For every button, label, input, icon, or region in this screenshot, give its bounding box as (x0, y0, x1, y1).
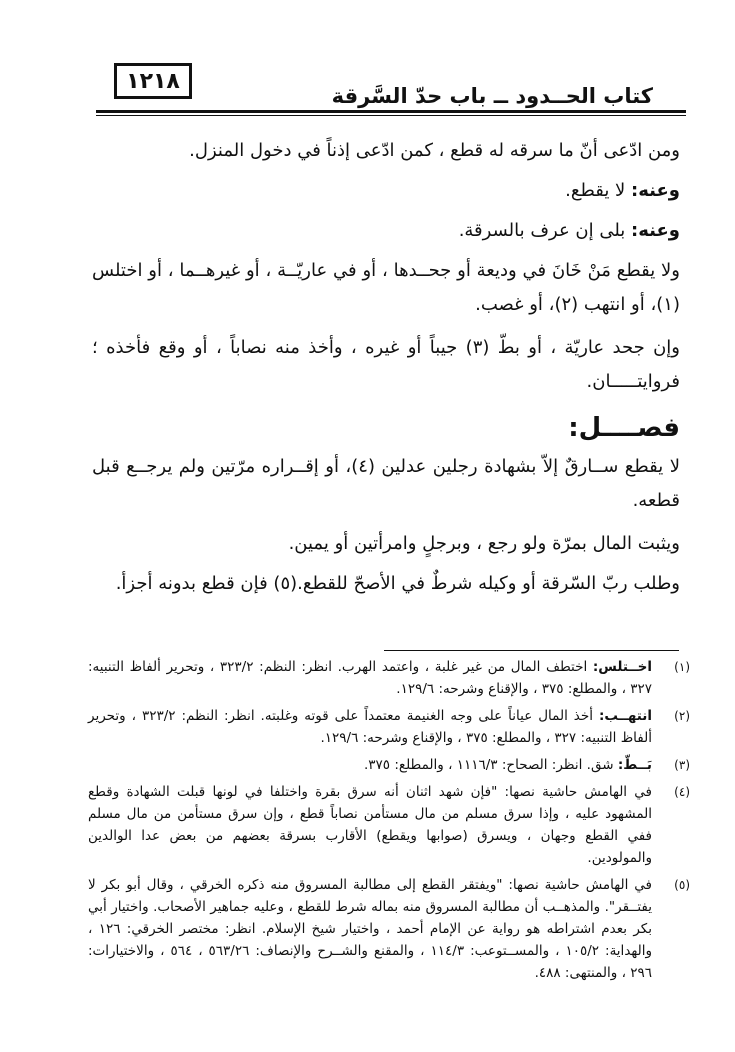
footnote (88, 754, 690, 776)
paragraph-3-lead: وعنه: (631, 220, 680, 241)
footnote-number: (٣) (674, 758, 690, 772)
paragraph-5: وإن جحد عاريّة ، أو بطّ (٣) جيباً أو غيره ، وأخذ منه نصاباً ، أو وقع فأخذه ؛ فروايتـــــان. (92, 337, 681, 392)
paragraph-4: ولا يقطع مَنْ خَانَ في وديعة أو جحــدها ، أو في عاريّــة ، أو غيرهــما ، أو اختلس (١)، أو انتهب (٢)، أو غصب. (92, 260, 680, 315)
page-number-box (114, 63, 192, 99)
paragraph-8: وطلب ربّ السّرقة أو وكيله شرطٌ في الأصحّ للقطع.(٥) فإن قطع بدونه أجزأ. (115, 573, 680, 594)
footnote-text (88, 754, 652, 776)
footnote (88, 656, 690, 700)
paragraph-6: لا يقطع ســارقٌ إلاّ بشهادة رجلين عدلين (٤)، أو إقــراره مرّتين ولم يرجــع قبل قطعه. (92, 456, 680, 511)
footnote-body: اختطف المال من غير غلبة ، واعتمد الهرب. انظر: النظم: ٣٢٣/٢ ، وتحرير ألفاظ التنبيه: ٣٢٧ ، والمطلع: ٣٧٥ ، والإقناع وشرحه: ١٢٩/٦. (88, 659, 652, 697)
paragraph-1: ومن ادّعى أنّ ما سرقه له قطع ، كمن ادّعى إذناً في دخول المنزل. (189, 140, 680, 161)
footnote-number: (٢) (674, 709, 690, 723)
footnote-number: (٥) (674, 878, 690, 892)
footnote (88, 781, 690, 869)
footnote-text (88, 874, 652, 984)
footnote-body: في الهامش حاشية نصها: "فإن شهد اثنان أنه سرق بقرة واختلفا في لونها قبلت الشهادة وقطع المشهود عليه ، وإذا سرق مسلم من مال مستأمن نصاباً قطع ، وإن سرق مستأمن من مال مسلم ففي القطع وجهان ، ويسرق (صوابها ويقطع) الأقارب بسرقة بعضهم من بعض عدا الوالدين والمولودين. (88, 784, 652, 866)
header-rule-thin (96, 115, 686, 116)
footnote-body: في الهامش حاشية نصها: "ويفتقر القطع إلى مطالبة المسروق منه ذكره الخرقي ، وقال أبو بكر لا يفتــقر". والمذهــب أن مطالبة المسروق منه بماله شرط للقطع ، وعليه جماهير الأصحاب. واختيار أبي بكر بعدم اشتراطه هو رواية عن الإمام أحمد ، واختيار شيخ الإسلام. انظر: مختصر الخرقي: ١٢٦ ، والهداية: ١٠٥/٢ ، والمســتوعب: ١١٤/٣ ، والمقنع والشــرح والإنصاف: ٥٦٣/٢٦ ، ٥٦٤ ، والاختيارات: ٢٩٦ ، والمنتهى: ٤٨٨. (88, 877, 653, 981)
footnote (88, 705, 690, 749)
footnote-body: أخذ المال عياناً على وجه الغنيمة معتمداً على قوته وغلبته. انظر: النظم: ٣٢٣/٢ ، وتحرير ألفاظ التنبيه: ٣٢٧ ، والمطلع: ٣٧٥ ، والإقناع وشرحه: ١٢٩/٦. (88, 708, 652, 746)
footnote-term: اخــتلس: (592, 659, 652, 675)
footnote-text (88, 705, 652, 749)
footnote-text (88, 781, 652, 869)
paragraph-2-lead: وعنه: (631, 180, 680, 201)
section-heading: فصــــل: (568, 413, 680, 443)
footnotes (88, 656, 690, 989)
footnote-term: انتهــب: (598, 708, 653, 724)
running-title: كتاب الحــدود ــ باب حدّ السَّرقة (331, 84, 653, 108)
main-text (92, 134, 680, 607)
paragraph-3-text: بلى إن عرف بالسرقة. (458, 220, 632, 241)
paragraph-2-text: لا يقطع. (565, 180, 632, 201)
footnote-text (88, 656, 652, 700)
paragraph-2 (92, 174, 680, 208)
page-number: ١٢١٨ (126, 68, 180, 94)
paragraph-3 (92, 214, 680, 248)
footnote-separator (384, 650, 679, 651)
footnote-number: (٤) (674, 785, 690, 799)
paragraph-7: ويثبت المال بمرّة ولو رجع ، وبرجلٍ وامرأتين أو يمين. (288, 533, 680, 554)
footnote-number: (١) (674, 660, 690, 674)
footnote-body: شق. انظر: الصحاح: ١١١٦/٣ ، والمطلع: ٣٧٥. (363, 757, 618, 773)
footnote (88, 874, 690, 984)
footnote-term: بَــطّ: (617, 757, 652, 773)
header-rule (96, 110, 686, 113)
